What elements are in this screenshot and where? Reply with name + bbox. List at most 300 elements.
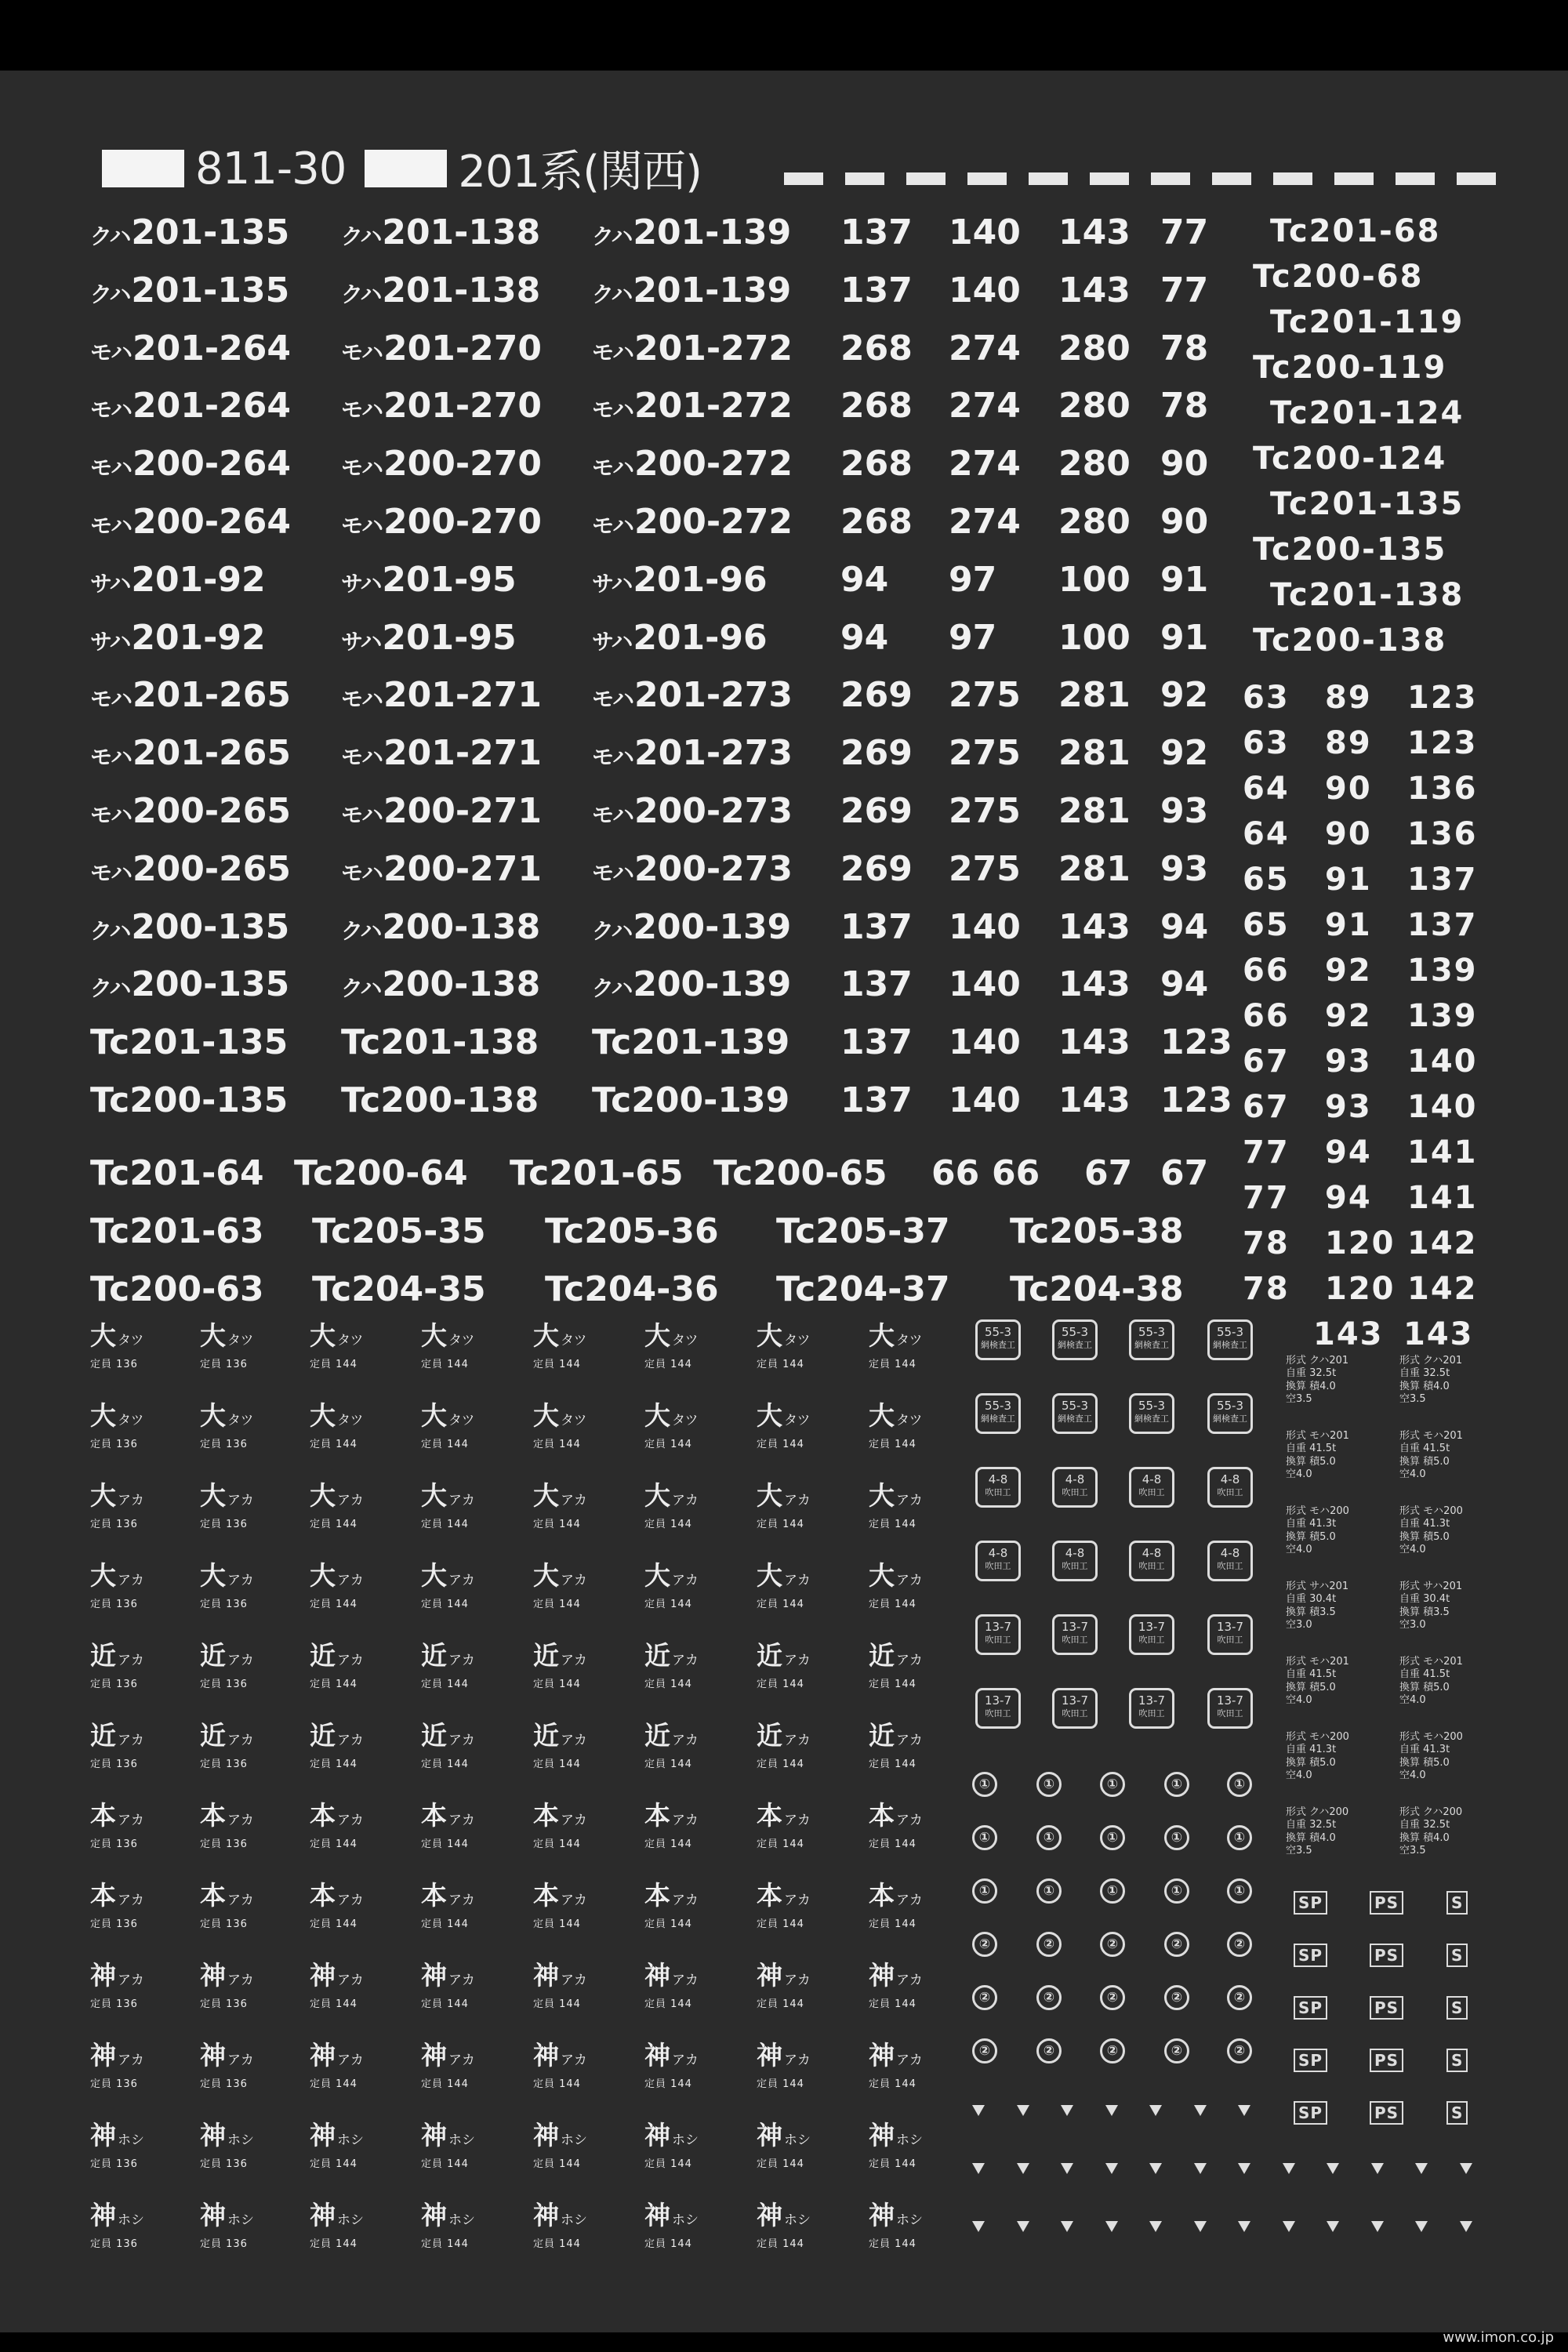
title-white-block (102, 150, 184, 187)
inspection-works: 吹田工 (985, 1560, 1011, 1571)
capacity-text: 定員 144 (869, 1679, 916, 1690)
spec-line: 空4.0 (1286, 1693, 1312, 1706)
depot-kana: ホシ (227, 2132, 254, 2148)
depot-kana: タツ (784, 1413, 811, 1428)
circle-number-mark: ① (1164, 1772, 1189, 1797)
depot-mark (757, 1555, 851, 1610)
car-number-label: Tc204-38 (1010, 1269, 1184, 1309)
inspection-date: 55-3 (1061, 1325, 1089, 1339)
car-number-label (341, 328, 542, 368)
right-tc-label: Tc201-124 (1270, 395, 1465, 431)
car-number-label: 78 (1160, 328, 1209, 368)
car-number-label (592, 964, 792, 1005)
inspection-date: 4-8 (1220, 1546, 1240, 1560)
car-number-label: 280 (1058, 502, 1131, 542)
right-number-label: 94 (1325, 1134, 1372, 1171)
depot-kanji: 本 (757, 1800, 782, 1831)
depot-kana: アカ (448, 1733, 475, 1748)
depot-kana: アカ (118, 1573, 144, 1588)
car-number-label (341, 733, 542, 774)
right-number-label: 136 (1407, 771, 1478, 807)
car-number-label: 94 (840, 617, 889, 658)
depot-kanji: 神 (533, 2120, 559, 2151)
car-number-label: 97 (949, 617, 997, 658)
car-type-kana: モハ (90, 397, 132, 423)
car-type-kana: モハ (592, 802, 633, 828)
right-number-label: 66 (1243, 998, 1290, 1034)
car-number-label (341, 444, 542, 485)
inspection-date: 4-8 (1142, 1472, 1162, 1486)
car-number-text: 201-138 (382, 270, 541, 310)
depot-kana: アカ (337, 2053, 364, 2068)
car-type-kana: サハ (341, 628, 381, 655)
car-number-label (90, 328, 291, 368)
car-number-label: 269 (840, 848, 913, 889)
capacity-text: 定員 144 (644, 1359, 692, 1370)
depot-mark (90, 1715, 184, 1770)
depot-kana: アカ (561, 2053, 587, 2068)
depot-mark (869, 1555, 963, 1610)
depot-kana: アカ (672, 1733, 699, 1748)
capacity-text: 定員 144 (533, 2078, 581, 2090)
car-number-text: 201-270 (383, 386, 542, 426)
car-type-kana: モハ (341, 455, 383, 481)
depot-kana: アカ (896, 1653, 923, 1668)
inspection-mark (1129, 1467, 1174, 1508)
depot-mark (869, 2195, 963, 2250)
car-type-kana: クハ (592, 223, 632, 249)
triangle-mark (972, 2221, 985, 2232)
depot-kanji: 神 (90, 1960, 116, 1991)
depot-mark (644, 1955, 739, 2010)
spec-line: 自重 41.5t (1399, 1443, 1450, 1455)
depot-kanji: 大 (200, 1560, 226, 1591)
depot-kanji: 近 (310, 1640, 336, 1671)
spec-line: 形式 モハ201 (1399, 1430, 1463, 1442)
capacity-text: 定員 144 (644, 1759, 692, 1770)
depot-mark (757, 1635, 851, 1690)
depot-kanji: 本 (421, 1880, 447, 1911)
car-number-text: 200-265 (132, 848, 291, 889)
capacity-text: 定員 144 (644, 1519, 692, 1530)
inspection-works: 網検査工 (1134, 1339, 1169, 1350)
car-number-label: 94 (1160, 906, 1209, 947)
depot-kana: アカ (227, 1733, 254, 1748)
depot-kanji: 神 (90, 2040, 116, 2071)
inspection-mark (1129, 1688, 1174, 1729)
capacity-text: 定員 144 (533, 2238, 581, 2250)
car-type-kana: モハ (341, 339, 383, 365)
capacity-text: 定員 144 (757, 2158, 804, 2170)
car-number-label: 123 (1160, 1080, 1232, 1120)
right-number-label: 89 (1325, 725, 1372, 761)
depot-kana: アカ (561, 1653, 587, 1668)
inspection-date: 55-3 (1216, 1399, 1244, 1413)
depot-mark (533, 1715, 627, 1770)
depot-mark (200, 1316, 294, 1370)
depot-mark (869, 1955, 963, 2010)
depot-kana: アカ (896, 1813, 923, 1828)
right-tc-label: Tc201-135 (1270, 486, 1465, 522)
depot-kana: アカ (784, 1573, 811, 1588)
car-type-kana: モハ (90, 744, 132, 771)
capacity-text: 定員 144 (310, 1679, 358, 1690)
capacity-text: 定員 136 (200, 1679, 248, 1690)
car-number-label: 143 (1058, 270, 1131, 310)
inspection-mark (1129, 1541, 1174, 1581)
spec-line: 空3.0 (1399, 1618, 1426, 1631)
capacity-text: 定員 144 (533, 1359, 581, 1370)
car-number-label: 67 (1160, 1153, 1209, 1193)
car-number-label: 143 (1058, 964, 1131, 1005)
depot-mark (644, 1396, 739, 1450)
circle-number-mark: ① (1036, 1825, 1062, 1850)
sp-badge: SP (1294, 2101, 1327, 2125)
depot-kanji: 近 (90, 1720, 116, 1751)
car-number-text: 201-139 (633, 212, 792, 252)
depot-kanji: 近 (310, 1720, 336, 1751)
car-number-text: 201-92 (131, 559, 266, 600)
depot-kanji: 神 (644, 1960, 670, 1991)
spec-line: 自重 30.4t (1286, 1593, 1337, 1606)
car-number-label (341, 559, 517, 600)
car-number-label: 97 (949, 559, 997, 600)
car-number-label (90, 270, 290, 310)
depot-kana: アカ (337, 1973, 364, 1988)
circle-number-mark: ② (972, 1985, 997, 2010)
depot-kana: タツ (896, 1333, 923, 1348)
car-number-label: 275 (949, 675, 1021, 716)
sp-badge: SP (1294, 2049, 1327, 2072)
car-type-kana: モハ (592, 397, 633, 423)
capacity-text: 定員 144 (533, 1918, 581, 1930)
car-type-kana: クハ (592, 975, 632, 1002)
right-tc-label: Tc200-68 (1253, 259, 1424, 295)
depot-kanji: 大 (90, 1320, 116, 1351)
depot-mark (90, 1396, 184, 1450)
depot-kana: ホシ (448, 2132, 475, 2148)
depot-kana: タツ (118, 1413, 144, 1428)
depot-kanji: 大 (757, 1560, 782, 1591)
depot-kana: ホシ (896, 2212, 923, 2228)
car-number-label: 67 (1084, 1153, 1133, 1193)
spec-plate (1399, 1656, 1486, 1707)
spec-line: 換算 積5.0 (1286, 1681, 1336, 1693)
depot-kanji: 大 (869, 1400, 895, 1431)
car-number-label (592, 559, 768, 600)
car-number-label: 275 (949, 848, 1021, 889)
right-number-label: 91 (1325, 907, 1372, 943)
triangle-mark (1061, 2105, 1073, 2116)
depot-mark (310, 1475, 404, 1530)
capacity-text: 定員 144 (757, 1439, 804, 1450)
inspection-mark (975, 1393, 1021, 1434)
car-number-text: 201-264 (132, 386, 291, 426)
depot-kanji: 神 (757, 2200, 782, 2230)
inspection-works: 吹田工 (1138, 1708, 1165, 1719)
depot-kanji: 大 (200, 1320, 226, 1351)
decal-sheet (0, 71, 1568, 2332)
depot-kana: ホシ (337, 2132, 364, 2148)
inspection-date: 13-7 (1216, 1693, 1244, 1708)
depot-mark (421, 1555, 515, 1610)
depot-kana: ホシ (337, 2212, 364, 2228)
car-type-kana: クハ (592, 281, 632, 307)
car-number-label: 137 (840, 1022, 913, 1063)
depot-kana: アカ (118, 1973, 144, 1988)
spec-line: 換算 積5.0 (1399, 1681, 1450, 1693)
depot-kanji: 近 (869, 1640, 895, 1671)
car-number-label (592, 675, 793, 716)
depot-kanji: 大 (200, 1400, 226, 1431)
right-number-label: 139 (1407, 998, 1478, 1034)
car-number-text: 201-135 (131, 270, 290, 310)
depot-kana: アカ (784, 1813, 811, 1828)
depot-kanji: 神 (644, 2040, 670, 2071)
car-type-kana: モハ (592, 513, 633, 539)
circle-number-mark: ① (972, 1772, 997, 1797)
right-number-label: 139 (1407, 953, 1478, 989)
spec-line: 空4.0 (1399, 1693, 1426, 1706)
inspection-works: 吹田工 (1217, 1708, 1243, 1719)
triangle-mark (1017, 2105, 1029, 2116)
car-number-label: 268 (840, 328, 913, 368)
depot-mark (200, 1875, 294, 1930)
car-type-kana: クハ (90, 223, 130, 249)
car-number-text: 200-139 (633, 906, 792, 947)
car-number-label: 275 (949, 791, 1021, 831)
depot-kanji: 大 (757, 1400, 782, 1431)
depot-kana: アカ (118, 1813, 144, 1828)
inspection-mark (1052, 1688, 1098, 1729)
depot-kanji: 大 (644, 1320, 670, 1351)
inspection-works: 吹田工 (1138, 1634, 1165, 1645)
depot-kanji: 大 (310, 1480, 336, 1511)
depot-kanji: 神 (421, 1960, 447, 1991)
car-number-text: 200-265 (132, 791, 291, 831)
depot-kanji: 神 (644, 2120, 670, 2151)
depot-kanji: 本 (200, 1880, 226, 1911)
depot-kanji: 大 (421, 1320, 447, 1351)
depot-kanji: 大 (869, 1560, 895, 1591)
capacity-text: 定員 144 (421, 1439, 469, 1450)
car-type-kana: サハ (341, 570, 381, 597)
car-number-text: 201-271 (383, 675, 542, 716)
depot-kanji: 近 (533, 1720, 559, 1751)
depot-kana: アカ (561, 1973, 587, 1988)
capacity-text: 定員 136 (200, 1519, 248, 1530)
depot-mark (644, 1475, 739, 1530)
depot-kanji: 神 (533, 2040, 559, 2071)
car-number-label (592, 733, 793, 774)
circle-number-mark: ① (1227, 1825, 1252, 1850)
capacity-text: 定員 144 (644, 1838, 692, 1850)
title-dash (1151, 172, 1190, 185)
depot-mark (869, 1475, 963, 1530)
capacity-text: 定員 144 (310, 2158, 358, 2170)
capacity-text: 定員 144 (310, 1759, 358, 1770)
depot-kana: タツ (672, 1413, 699, 1428)
capacity-text: 定員 144 (310, 1838, 358, 1850)
car-number-label: 269 (840, 733, 913, 774)
car-number-label: Tc205-37 (776, 1211, 950, 1251)
title-dash (1457, 172, 1496, 185)
circle-number-mark: ② (1100, 1932, 1125, 1957)
inspection-mark (1207, 1319, 1253, 1360)
depot-mark (533, 2115, 627, 2170)
car-number-text: 200-139 (633, 964, 792, 1005)
depot-kanji: 神 (310, 2040, 336, 2071)
spec-line: 換算 積5.0 (1286, 1756, 1336, 1769)
spec-line: 自重 41.5t (1399, 1668, 1450, 1681)
capacity-text: 定員 136 (90, 2238, 138, 2250)
depot-kana: アカ (227, 1653, 254, 1668)
depot-kanji: 大 (757, 1480, 782, 1511)
depot-kanji: 神 (200, 1960, 226, 1991)
depot-kana: アカ (448, 1893, 475, 1908)
inspection-mark (975, 1467, 1021, 1508)
capacity-text: 定員 144 (533, 1519, 581, 1530)
right-number-label: 123 (1407, 725, 1478, 761)
circle-number-mark: ② (1036, 1932, 1062, 1957)
triangle-mark (1371, 2163, 1384, 2174)
spec-line: 空4.0 (1286, 1468, 1312, 1480)
title-dash (1090, 172, 1129, 185)
car-type-kana: クハ (90, 917, 130, 944)
depot-kanji: 近 (644, 1640, 670, 1671)
triangle-mark (1194, 2163, 1207, 2174)
depot-kana: タツ (561, 1413, 587, 1428)
capacity-text: 定員 144 (421, 2078, 469, 2090)
circle-number-mark: ① (1036, 1878, 1062, 1904)
capacity-text: 定員 144 (869, 1759, 916, 1770)
capacity-text: 定員 136 (90, 1998, 138, 2010)
right-number-label: 136 (1407, 816, 1478, 852)
spec-line: 自重 41.5t (1286, 1668, 1337, 1681)
car-type-kana: サハ (90, 570, 130, 597)
car-number-label (341, 502, 542, 542)
depot-mark (869, 1715, 963, 1770)
inspection-mark (1207, 1393, 1253, 1434)
inspection-date: 13-7 (1061, 1620, 1089, 1634)
depot-kanji: 大 (757, 1320, 782, 1351)
spec-line: 換算 積3.5 (1399, 1606, 1450, 1618)
right-number-label: 140 (1407, 1089, 1478, 1125)
right-number-label: 143 (1403, 1316, 1474, 1352)
depot-kanji: 神 (533, 1960, 559, 1991)
spec-plate (1286, 1806, 1372, 1857)
depot-kana: アカ (784, 1893, 811, 1908)
depot-kanji: 神 (869, 2120, 895, 2151)
depot-kanji: 神 (421, 2120, 447, 2151)
car-number-label: 78 (1160, 386, 1209, 426)
capacity-text: 定員 144 (869, 1998, 916, 2010)
car-number-label: Tc201-139 (592, 1022, 790, 1063)
depot-kana: ホシ (672, 2212, 699, 2228)
depot-mark (644, 1715, 739, 1770)
depot-mark (757, 1955, 851, 2010)
depot-kanji: 神 (310, 2200, 336, 2230)
circle-number-mark: ② (972, 2038, 997, 2063)
sp-badge: PS (1370, 2101, 1403, 2125)
depot-mark (200, 1795, 294, 1850)
capacity-text: 定員 144 (533, 1838, 581, 1850)
sp-badge: PS (1370, 1996, 1403, 2020)
car-type-kana: モハ (341, 802, 383, 828)
car-type-kana: クハ (341, 917, 381, 944)
capacity-text: 定員 144 (421, 1359, 469, 1370)
depot-kanji: 近 (90, 1640, 116, 1671)
depot-mark (869, 1396, 963, 1450)
inspection-date: 55-3 (1061, 1399, 1089, 1413)
depot-kanji: 神 (757, 1960, 782, 1991)
capacity-text: 定員 136 (90, 1359, 138, 1370)
car-type-kana: クハ (341, 223, 381, 249)
depot-kana: アカ (896, 2053, 923, 2068)
circle-number-mark: ② (1164, 1985, 1189, 2010)
circle-number-mark: ② (1036, 1985, 1062, 2010)
car-number-label: 280 (1058, 328, 1131, 368)
capacity-text: 定員 144 (310, 2238, 358, 2250)
spec-line: 換算 積4.0 (1399, 1831, 1450, 1844)
spec-line: 換算 積5.0 (1399, 1530, 1450, 1543)
car-number-text: 200-272 (634, 502, 793, 542)
depot-kanji: 近 (200, 1640, 226, 1671)
inspection-works: 吹田工 (1138, 1486, 1165, 1497)
depot-kanji: 神 (869, 2040, 895, 2071)
capacity-text: 定員 144 (310, 2078, 358, 2090)
right-number-label: 78 (1243, 1271, 1290, 1307)
capacity-text: 定員 144 (644, 1599, 692, 1610)
car-number-label (341, 675, 542, 716)
depot-mark (200, 1396, 294, 1450)
depot-mark (310, 2035, 404, 2090)
depot-mark (421, 1475, 515, 1530)
site-credit: www.imon.co.jp (1443, 2329, 1554, 2346)
car-number-label (341, 270, 541, 310)
inspection-works: 吹田工 (1062, 1708, 1088, 1719)
inspection-works: 吹田工 (1062, 1634, 1088, 1645)
car-number-label: 281 (1058, 791, 1131, 831)
car-number-text: 201-92 (131, 617, 266, 658)
car-number-label: 137 (840, 1080, 913, 1120)
inspection-mark (1129, 1319, 1174, 1360)
depot-mark (200, 2035, 294, 2090)
car-type-kana: サハ (90, 628, 130, 655)
spec-line: 自重 41.3t (1399, 1744, 1450, 1756)
depot-kana: タツ (448, 1413, 475, 1428)
depot-mark (90, 1955, 184, 2010)
capacity-text: 定員 144 (757, 1998, 804, 2010)
depot-kana: アカ (448, 2053, 475, 2068)
inspection-mark (1052, 1614, 1098, 1655)
car-number-label: 94 (840, 559, 889, 600)
car-number-label: 92 (1160, 675, 1209, 716)
depot-kana: ホシ (118, 2132, 144, 2148)
car-number-label (592, 502, 793, 542)
depot-mark (200, 2195, 294, 2250)
car-number-label: Tc200-64 (294, 1153, 468, 1193)
depot-mark (200, 1475, 294, 1530)
right-number-label: 78 (1243, 1225, 1290, 1261)
circle-number-mark: ① (972, 1825, 997, 1850)
depot-kana: タツ (227, 1333, 254, 1348)
depot-mark (421, 1396, 515, 1450)
triangle-mark (1460, 2221, 1472, 2232)
spec-plate (1286, 1430, 1372, 1481)
depot-kana: ホシ (784, 2132, 811, 2148)
inspection-works: 吹田工 (1217, 1634, 1243, 1645)
